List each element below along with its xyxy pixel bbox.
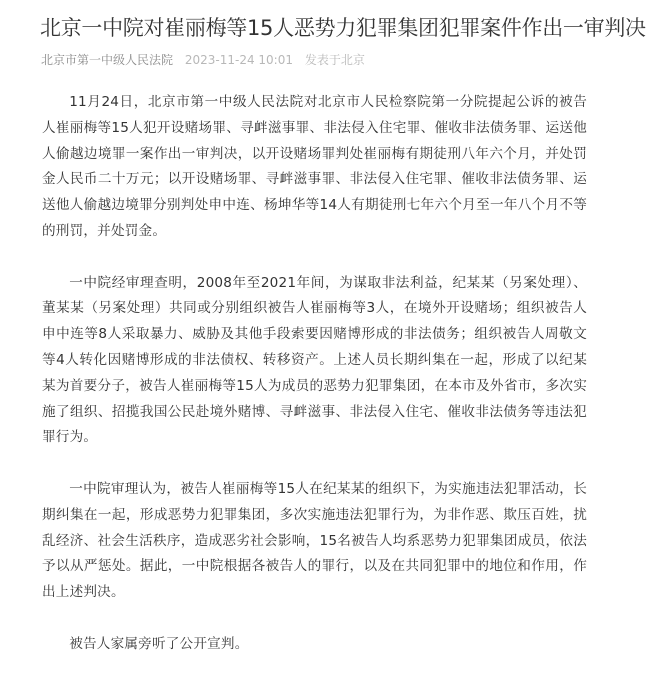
article-meta bbox=[41, 52, 365, 68]
paragraph-2: 一中院经审理查明，2008年至2021年间，为谋取非法利益，纪某某（另案处理）、董某某（另案处理）共同或分别组织被告人崔丽梅等3人，在境外开设赌场；组织被告人申中连等8人采取暴力、威胁及其他手段索要因赌博形成的非法债务；组织被告人周敬文等4人转化因赌博形成的非法债权、转移资产。上述人员长期纠集在一起，形成了以纪某某为首要分子，被告人崔丽梅等15人为成员的恶势力犯罪集团，在本市及外省市，多次实施了组织、招揽我国公民赴境外赌博、寻衅滋事、非法侵入住宅、催收非法债务等违法犯罪行为。 bbox=[42, 274, 587, 446]
author-link[interactable]: 北京市第一中级人民法院 bbox=[41, 53, 174, 67]
publish-time: 2023-11-24 10:01 bbox=[184, 53, 293, 67]
paragraph-1: 11月24日，北京市第一中级人民法院对北京市人民检察院第一分院提起公诉的被告人崔丽梅等15人犯开设赌场罪、寻衅滋事罪、非法侵入住宅罪、催收非法债务罪、运送他人偷越边境罪一案作出一审判决，以开设赌场罪判处崔丽梅有期徒刑八年六个月，并处罚金人民币二十万元；以开设赌场罪、寻衅滋事罪、非法侵入住宅罪、催收非法债务罪、运送他人偷越边境罪分别判处申中连、杨坤华等14人有期徒刑七年六个月至一年八个月不等的刑罚，并处罚金。 bbox=[42, 94, 587, 239]
publish-location: 发表于北京 bbox=[304, 53, 365, 67]
article-title: 北京一中院对崔丽梅等15人恶势力犯罪集团犯罪案件作出一审判决 bbox=[40, 16, 646, 40]
article-body bbox=[42, 90, 587, 683]
paragraph-3: 一中院审理认为，被告人崔丽梅等15人在纪某某的组织下，为实施违法犯罪活动，长期纠集在一起，形成恶势力犯罪集团，多次实施违法犯罪行为，为非作恶、欺压百姓，扰乱经济、社会生活秩序，造成恶劣社会影响，15名被告人均系恶势力犯罪集团成员，依法予以从严惩处。据此，一中院根据各被告人的罪行，以及在共同犯罪中的地位和作用，作出上述判决。 bbox=[42, 480, 587, 601]
paragraph-4: 被告人家属旁听了公开宣判。 bbox=[69, 635, 249, 652]
